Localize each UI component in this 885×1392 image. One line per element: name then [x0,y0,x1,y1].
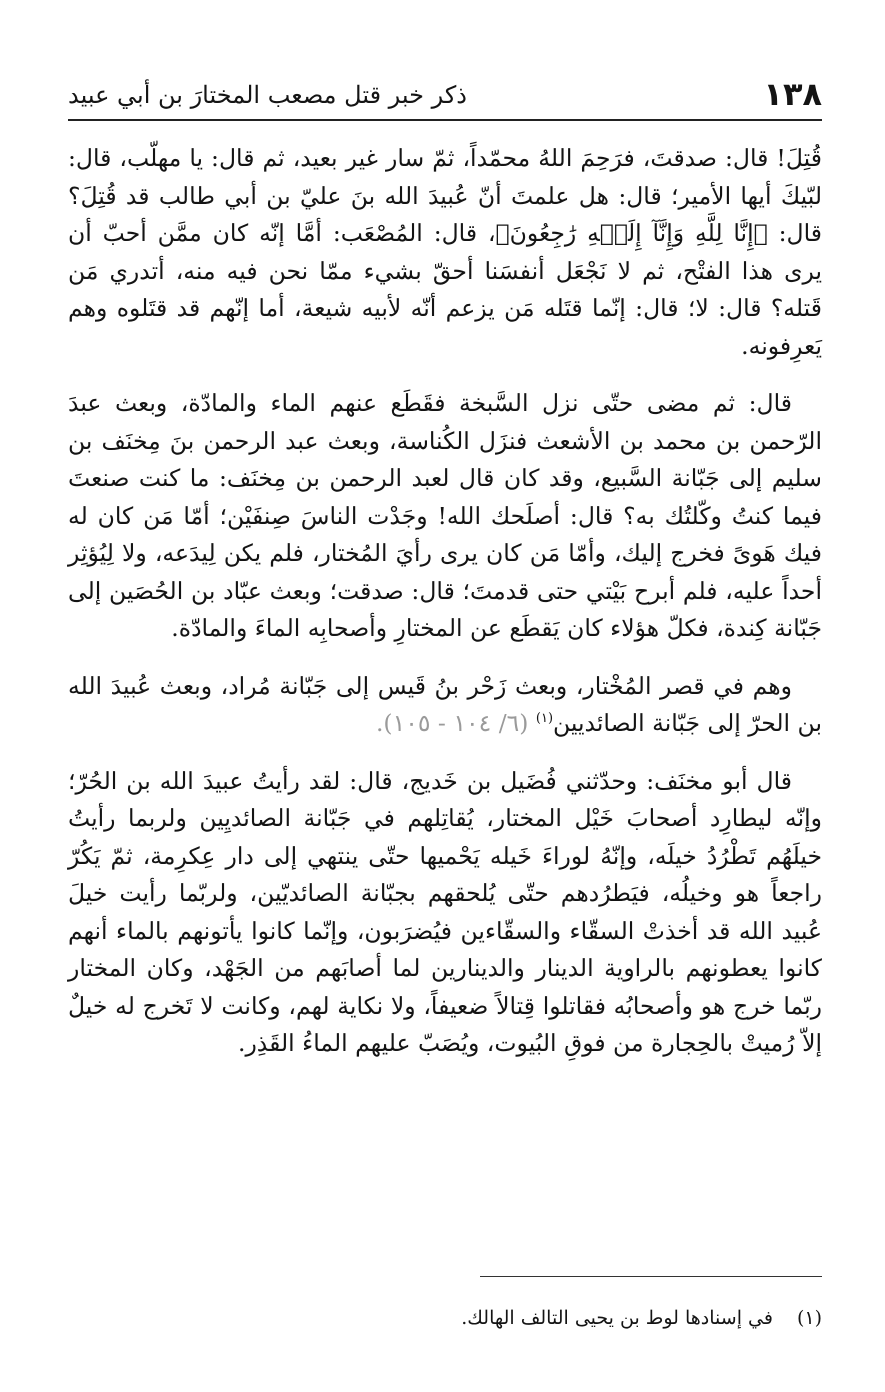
page-number: ١٣٨ [763,75,822,113]
paragraph-3 [68,668,822,743]
footnote-reference-marker[interactable]: (١) [535,711,554,727]
footnote-rule [480,1276,822,1277]
footnote-marker: (١) [796,1307,822,1329]
header-rule [68,119,822,121]
paragraph-4: قال أبو مخنَف: وحدّثني فُضَيل بن خَديج، قال: لقد رأيتُ عبيدَ الله بن الحُرّ؛ وإنّه ليطارِد أصحابَ خَيْل المختار، يُقاتِلهم في جَبّانة الصائديِين ولربما رأيتُ خيلَهُم تَطْرُدُ خيلَه، وإنّهُ لوراءَ خَيله يَحْميها حتّى ينتهي إلى دار عِكرِمة، ثمّ يَكُرّ راجعاً هو وخيلُه، فيَطرُدهم حتّى يُلحقهم بجبّانة الصائديّين، ولربّما رأيت خيلَ عُبيد الله قد أخذتْ السقّاء والسقّاءين فيُضرَبون، وإنّما كانوا يأتونهم بالماء أنهم كانوا يعطونهم بالراوية الدينار والدينارين لما أصابَهم من الجَهْد، وكان المختار ربّما خرج هو وأصحابُه فقاتلوا قِتالاً ضعيفاً، ولا نكاية لهم، وكانت لا تَخرج له خيلٌ إلاّ رُميتْ بالحِجارة من فوقِ البُيوت، ويُصَبّ عليهم الماءُ القَذِر. [68,766,822,1057]
page-header [68,74,822,114]
source-reference: (٦/ ١٠٤ - ١٠٥). [375,709,529,737]
body-text [68,140,822,1063]
paragraph-1: قُتِلَ! قال: صدقتَ، فرَحِمَ اللهُ محمّداً، ثمّ سار غير بعيد، ثم قال: يا مهلّب، قال: لبّيكَ أيها الأمير؛ قال: هل علمتَ أنّ عُبيدَ الله بنَ عليّ بن أبي طالب قد قُتِلَ؟ قال: ﴿إِنَّا لِلَّهِ وَإِنَّآ إِلَيۡهِ رَٰجِعُونَ﴾، قال: المُصْعَب: أمَّا إنّه كان ممَّن أحبّ أن يرى هذا الفتْح، ثم لا نَجْعَل أنفسَنا أحقّ بشيء ممّا نحن فيه منه، أتدري مَن قَتله؟ قال: لا؛ قال: إنّما قتَله مَن يزعم أنّه لأبيه شيعة، أما إنّهم قد قتَلوه وهم يَعرِفونه. [68,144,822,360]
paragraph-3-text: وهم في قصر المُخْتار، وبعث زَحْر بنُ قَيس إلى جَبّانة مُراد، وبعث عُبيدَ الله بن الحرّ إلى جَبّانة الصائديين [68,671,822,737]
paragraph-2: قال: ثم مضى حتّى نزل السَّبخة فقَطَع عنهم الماء والمادّة، وبعث عبدَ الرّحمن بن محمد بن الأشعث فنزَل الكُناسة، وبعث عبد الرحمن بنَ مِخنَف بن سليم إلى جَبّانة السَّبيع، وقد كان قال لعبد الرحمن بن مِخنَف: ما كنت صنعتَ فيما كنتُ وكّلتُك به؟ قال: أصلَحك الله! وجَدْت الناسَ صِنفَيْن؛ أمّا مَن كان له فيك هَوىً فخرج إليك، وأمّا مَن كان يرى رأيَ المُختار، فلم يكن لِيدَعه، ولا لِيُؤثِر أحداً عليه، فلم أبرح بَيْتي حتى قدمتَ؛ قال: صدقت؛ وبعث عبّاد بن الحُصَين إلى جَبّانة كِندة، فكلّ هؤلاء كان يَقطَع عن المختارِ وأصحابِه الماءَ والمادّة. [68,389,822,642]
running-title: ذكر خبر قتل مصعب المختارَ بن أبي عبيد [68,81,467,109]
footnote-text: في إسنادها لوط بن يحيى التالف الهالك. [461,1307,773,1329]
footnote [68,1303,822,1333]
